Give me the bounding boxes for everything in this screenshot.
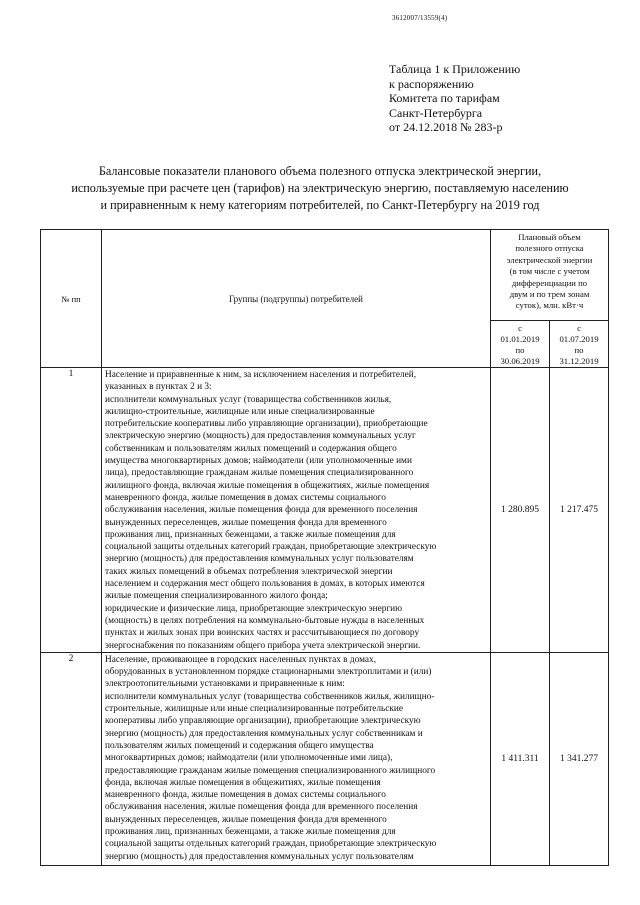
row-text-line: электроотопительными установками и приравненные к ним: [105, 679, 345, 690]
row-text-line: электрическую энергию (мощность) для предоставления коммунальных услуг [105, 431, 416, 442]
appendix-line: Санкт-Петербурга [389, 105, 483, 120]
row-text-line: энергоснабжения по показаниям общего прибора учета электрической энергии. [105, 640, 421, 651]
row-text-line: потребительские кооперативы либо управляющие организации), приобретающие [105, 419, 428, 430]
row-text-line: пунктах и жилых зонах при воинских частях и рассчитывающиеся по договору [105, 628, 420, 639]
row-text-line: энергию (мощность) для предоставления коммунальных услуг собственникам и [105, 728, 423, 739]
row-text-line: жилищно-строительные, жилищные или иные специализированные [105, 406, 375, 417]
row-1-description [102, 368, 491, 653]
document-number: 3612007/13559(4) [392, 14, 448, 22]
balance-table [40, 229, 609, 866]
row-text-line: юридические и физические лица, приобретающие электрическую энергию [105, 603, 403, 614]
row-text-line: многоквартирных домов; наймодатели (или уполномоченные ими лица), [105, 753, 393, 764]
row-text-line: проживания лиц, признанных беженцами, а также жилые помещения для [105, 529, 396, 540]
appendix-line: Комитета по тарифам [389, 91, 500, 105]
appendix-reference [389, 62, 520, 135]
row-text-line: (мощность) в целях потребления на коммунально-бытовые нужды в населенных [105, 615, 425, 626]
row-text-line: жилищного фонда, включая жилые помещения в общежитиях, жилые помещения [105, 480, 430, 491]
header-period-line: по [574, 345, 584, 355]
row-text-line: лица), предоставляющие гражданам жилые помещения специализированного [105, 468, 414, 479]
row-text-line: фонда, включая жилые помещения в общежитиях, жилые помещения [105, 777, 381, 788]
row-text-line: обслуживания населения, жилые помещения фонда для временного поселения [105, 802, 418, 813]
row-text-line: имущества многоквартирных домов; наймодатели (или уполномоченные ими [105, 456, 412, 467]
row-2-num: 2 [41, 652, 102, 865]
header-volume-line: электрической энергии [506, 254, 593, 265]
header-volume-line: полезного отпуска [515, 243, 584, 254]
row-text-line: предоставляющие гражданам жилые помещения специализированного жилищного [105, 765, 436, 776]
row-text-line: энергию (мощность) для предоставления коммунальных услуг пользователям [105, 851, 414, 862]
header-volume-line: дифференциации по [511, 277, 588, 288]
row-text-line: собственникам и пользователям жилых помещений и содержания общего [105, 443, 397, 454]
row-text-line: пользователям жилых помещений и содержания общего имущества [105, 740, 374, 751]
header-period-line: с [518, 323, 522, 333]
row-text-line: исполнители коммунальных услуг (товарищества собственников жилья, жилищно- [105, 691, 435, 702]
header-period-line: 30.06.2019 [500, 356, 540, 366]
header-volume-line: двум и по трем зонам [509, 289, 590, 300]
header-period-2 [550, 321, 609, 368]
header-period-1 [491, 321, 550, 368]
title-line: используемые при расчете цен (тарифов) на электрическую энергию, поставляемую населению [71, 181, 569, 195]
row-text-line: указанных в пунктах 2 и 3: [105, 382, 212, 393]
row-text-line: кооперативы либо управляющие организации), приобретающие электрическую [105, 716, 421, 727]
title-line: Балансовые показатели планового объема полезного отпуска электрической энергии, [98, 164, 542, 178]
document-title [0, 163, 640, 214]
row-text-line: населением и содержания мест общего пользования в домах, в которых имеются [105, 579, 425, 590]
appendix-line: Таблица 1 к Приложению [389, 62, 521, 76]
row-text-line: Население и приравненные к ним, за исключением населения и потребителей, [105, 370, 417, 380]
row-text-line: маневренного фонда, жилые помещения в домах системы социального [105, 492, 386, 503]
row-text-line: Население, проживающее в городских населенных пунктах в домах, [105, 654, 377, 665]
row-text-line: исполнители коммунальных услуг (товарищества собственников жилья, [105, 394, 392, 405]
row-text-line: вынужденных переселенцев, жилые помещения фонда для временного [105, 814, 387, 825]
row-text-line: таких жилых помещений в объемах потребления электрической энергии [105, 566, 393, 577]
header-volume-line: суток), млн. кВт·ч [515, 300, 584, 311]
header-period-line: 01.07.2019 [559, 334, 599, 344]
header-period-line: по [515, 345, 525, 355]
row-text-line: проживания лиц, признанных беженцами, а также жилые помещения для [105, 826, 396, 837]
row-2-value-h1: 1 411.311 [491, 652, 550, 865]
row-2-value-h2: 1 341.277 [550, 652, 609, 865]
row-text-line: социальной защиты отдельных категорий граждан, приобретающие электрическую [105, 542, 437, 553]
row-1-value-h1: 1 280.895 [491, 368, 550, 653]
header-period-line: 31.12.2019 [559, 356, 599, 366]
header-group: Группы (подгруппы) потребителей [102, 230, 491, 368]
row-2-description [102, 652, 491, 865]
row-1-num: 1 [41, 368, 102, 653]
header-period-line: с [577, 323, 581, 333]
row-text-line: вынужденных переселенцев, жилые помещения фонда для временного [105, 517, 387, 528]
header-volume [491, 230, 609, 321]
header-num: № пп [41, 230, 102, 368]
header-period-line: 01.01.2019 [500, 334, 540, 344]
row-1-value-h2: 1 217.475 [550, 368, 609, 653]
row-text-line: жилые помещения специализированного жилого фонда; [105, 591, 328, 602]
title-line: и приравненным к нему категориям потребителей, по Санкт-Петербургу на 2019 год [100, 198, 540, 212]
row-text-line: энергию (мощность) для предоставления коммунальных услуг пользователям [105, 554, 414, 565]
header-volume-line: (в том числе с учетом [509, 266, 590, 277]
row-text-line: оборудованных в установленном порядке стационарными электроплитами и (или) [105, 667, 432, 678]
row-text-line: строительные, жилищные или иные специализированные потребительские [105, 704, 404, 715]
row-text-line: обслуживания населения, жилые помещения фонда для временного поселения [105, 505, 418, 516]
row-text-line: маневренного фонда, жилые помещения в домах системы социального [105, 790, 386, 801]
row-text-line: социальной защиты отдельных категорий граждан, приобретающие электрическую [105, 839, 437, 850]
appendix-line: к распоряжению [389, 76, 474, 91]
appendix-line: от 24.12.2018 № 283-р [389, 120, 503, 134]
header-volume-line: Плановый объем [518, 232, 581, 242]
